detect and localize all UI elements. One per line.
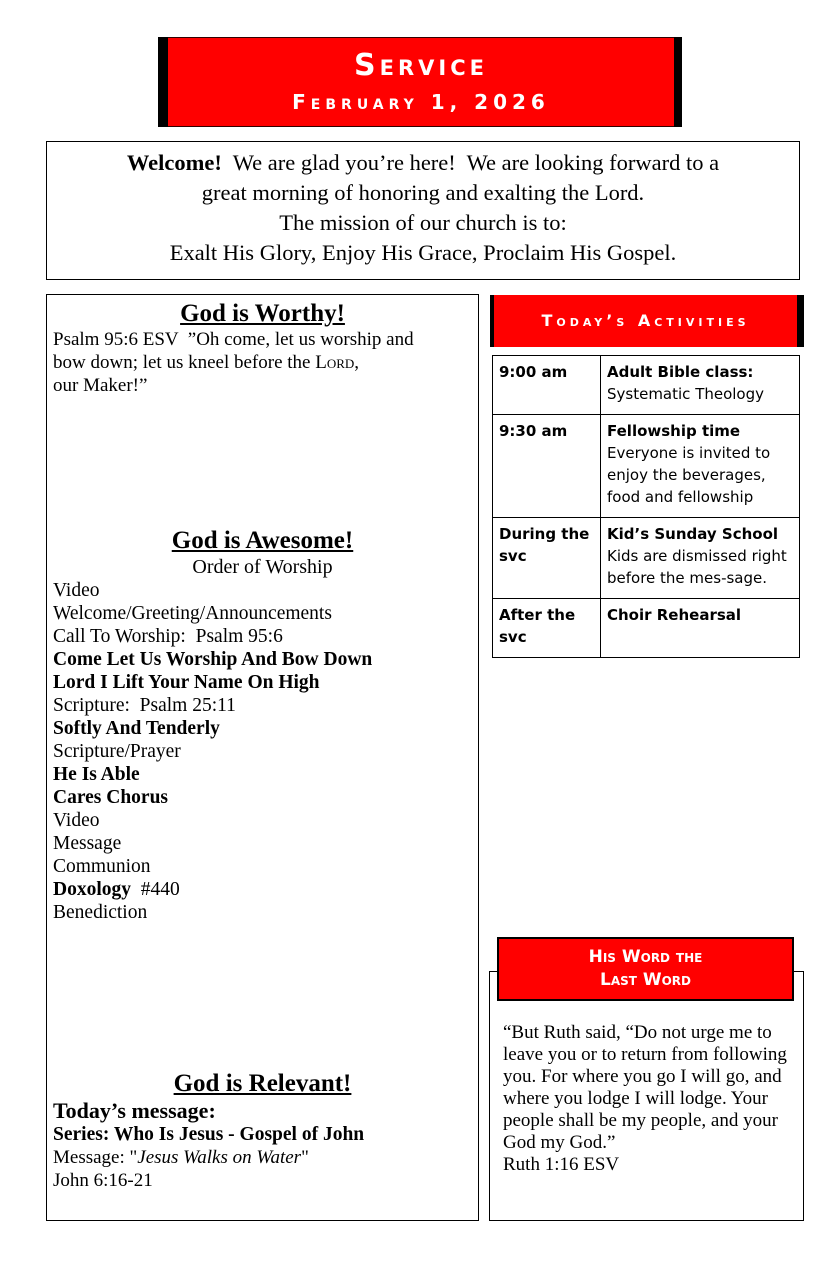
list-item: Call To Worship: Psalm 95:6	[53, 626, 283, 647]
service-date: February 1, 2026	[292, 90, 550, 114]
sermon-series: Series: Who Is Jesus - Gospel of John	[53, 1124, 365, 1145]
section-god-is-awesome	[47, 527, 478, 924]
activity-cell	[601, 415, 800, 518]
section-heading: God is Awesome!	[171, 527, 354, 554]
closing-verse	[503, 1022, 793, 1176]
sermon-title: Jesus Walks on Water	[137, 1147, 302, 1168]
welcome-line-2: great morning of honoring and exalting the Lord.	[201, 180, 645, 205]
psalm-line-2	[53, 351, 472, 374]
activity-desc: Kids are dismissed right before the mes-sage.	[607, 547, 787, 587]
sermon-title-line	[47, 1146, 478, 1169]
service-title: Service	[354, 48, 488, 83]
list-item-song: Softly And Tenderly	[53, 718, 220, 739]
list-item: Scripture: Psalm 25:11	[53, 695, 236, 716]
mission-statement: Exalt His Glory, Enjoy His Grace, Proclaim His Gospel.	[169, 240, 677, 265]
psalm-line-3: our Maker!”	[53, 375, 148, 396]
last-word-banner	[497, 937, 794, 1001]
sermon-scripture: John 6:16-21	[53, 1170, 153, 1191]
verse-text: “But Ruth said, “Do not urge me to leave you or to return from following you. For where you go I will go, and where you lodge I will lodge. Your people shall be my people, and your God my God.”	[503, 1022, 787, 1153]
welcome-lead: Welcome!	[126, 150, 222, 175]
quote-close: "	[301, 1147, 309, 1168]
list-item-song: Come Let Us Worship And Bow Down	[53, 649, 373, 670]
list-item: Welcome/Greeting/Announcements	[53, 603, 332, 624]
activity-title: Choir Rehearsal	[607, 606, 742, 624]
activity-time: 9:00 am	[493, 356, 601, 415]
todays-message-label: Today’s message:	[53, 1098, 216, 1123]
order-of-service-column	[46, 294, 479, 1221]
section-heading: God is Worthy!	[180, 300, 345, 327]
welcome-line-1	[47, 148, 799, 178]
activity-cell	[601, 518, 800, 599]
message-label: Message: "	[53, 1147, 138, 1168]
verse-reference: Ruth 1:16 ESV	[503, 1154, 620, 1175]
activity-title: Adult Bible class:	[607, 363, 754, 381]
list-item: Communion	[53, 856, 151, 877]
list-item: Message	[53, 833, 122, 854]
table-row	[493, 599, 800, 658]
last-word-heading-line-1: His Word the	[588, 947, 703, 967]
psalm-quote	[47, 328, 478, 397]
activity-desc: Everyone is invited to enjoy the beverages, food and fellowship	[607, 444, 771, 506]
activities-banner	[490, 295, 804, 347]
list-item: Benediction	[53, 902, 148, 923]
activity-time: During the svc	[493, 518, 601, 599]
hymn-number: #440	[131, 879, 180, 900]
list-item-doxology	[53, 878, 472, 901]
list-item-song: He Is Able	[53, 764, 140, 785]
list-item: Scripture/Prayer	[53, 741, 181, 762]
psalm-line-2-text: bow down; let us kneel before the	[53, 352, 316, 373]
section-heading: God is Relevant!	[173, 1070, 352, 1097]
activity-time: After the svc	[493, 599, 601, 658]
welcome-box	[46, 141, 800, 280]
list-item: Video	[53, 810, 100, 831]
list-item: Video	[53, 580, 100, 601]
table-row	[493, 415, 800, 518]
last-word-heading-line-2: Last Word	[599, 970, 692, 990]
table-row	[493, 518, 800, 599]
welcome-line-1-text: We are glad you’re here! We are looking forward to a	[221, 150, 720, 175]
worship-order-list	[47, 579, 478, 924]
activity-cell	[601, 599, 800, 658]
list-item-song: Lord I Lift Your Name On High	[53, 672, 320, 693]
activity-title: Kid’s Sunday School	[607, 525, 779, 543]
activities-heading: Today’s Activities	[494, 295, 797, 347]
activity-desc: Systematic Theology	[607, 385, 765, 403]
doxology-label: Doxology	[53, 879, 131, 900]
activity-cell	[601, 356, 800, 415]
order-of-worship-label: Order of Worship	[192, 556, 333, 578]
psalm-line-1: Psalm 95:6 ESV ”Oh come, let us worship and	[53, 329, 414, 350]
title-banner-face	[168, 37, 674, 127]
activity-title: Fellowship time	[607, 422, 741, 440]
section-god-is-worthy	[47, 300, 478, 397]
table-row	[493, 356, 800, 415]
psalm-line-2-end: ,	[354, 352, 360, 373]
section-god-is-relevant	[47, 1070, 478, 1192]
welcome-line-3: The mission of our church is to:	[279, 210, 567, 235]
list-item-song: Cares Chorus	[53, 787, 169, 808]
activity-time: 9:30 am	[493, 415, 601, 518]
activities-table	[492, 355, 800, 658]
title-banner	[158, 37, 682, 127]
lord-smallcaps: Lord	[315, 352, 355, 373]
